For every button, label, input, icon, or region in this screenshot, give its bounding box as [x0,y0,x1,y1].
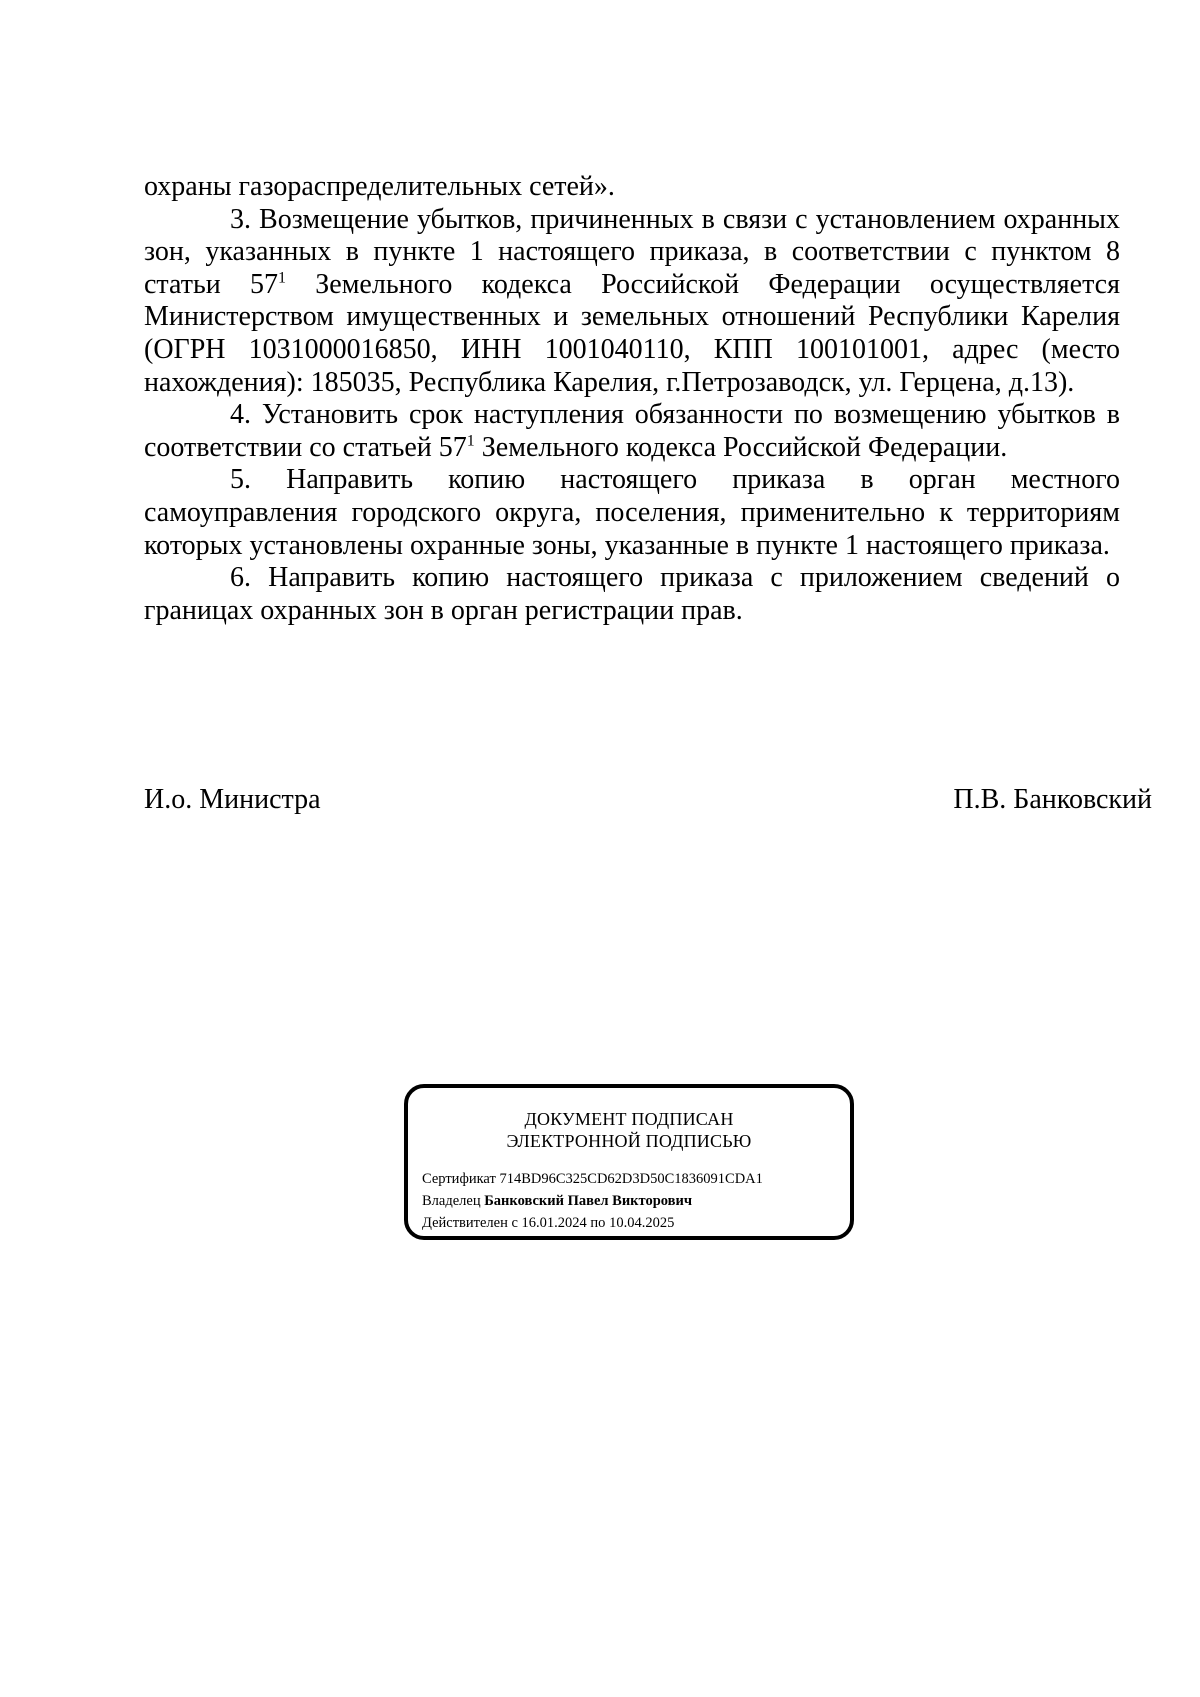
stamp-details [422,1168,763,1234]
stamp-certificate-line [422,1168,763,1190]
stamp-valid-to: 10.04.2025 [609,1215,675,1231]
paragraph-3-text-b: Земельного кодекса Российской Федерации осуществляется Министерством имущественных и земельных отношений Республики Карелия (ОГРН 1031000016850, ИНН 1001040110, КПП 100101001, адрес (место нахождения): 185035, Республика Карелия, г.Петрозаводск, ул. Герцена, д.13). [144,268,1120,398]
paragraph-5 [144,464,1120,562]
stamp-validity-line [422,1212,763,1234]
stamp-valid-from: 16.01.2024 [521,1215,587,1231]
stamp-heading-line-2: ЭЛЕКТРОННОЙ ПОДПИСЬЮ [506,1131,752,1151]
stamp-valid-from-label: с [511,1215,518,1231]
stamp-owner-line [422,1190,763,1212]
paragraph-6 [144,562,1120,627]
stamp-owner-value: Банковский Павел Викторович [484,1193,693,1209]
stamp-certificate-label: Сертификат [422,1171,496,1187]
stamp-valid-label: Действителен [422,1215,508,1231]
electronic-signature-stamp [404,1084,854,1240]
paragraph-6-text: 6. Направить копию настоящего приказа с приложением сведений о границах охранных зон в орган регистрации прав. [144,562,1120,626]
paragraph-4-text-a: 4. Установить срок наступления обязанности по возмещению убытков в соответствии со статьей 57 [144,399,1120,463]
stamp-valid-to-label: по [590,1215,606,1231]
stamp-certificate-value: 714BD96C325CD62D3D50C1836091CDA1 [499,1171,763,1187]
paragraph-5-text: 5. Направить копию настоящего приказа в орган местного самоуправления городского округа, поселения, применительно к территориям которых установлены охранные зоны, указанные в пункте 1 настоящего приказа. [144,464,1120,561]
paragraph-continuation-text: охраны газораспределительных сетей». [144,171,615,202]
document-body [144,171,1120,627]
stamp-owner-label: Владелец [422,1193,481,1209]
paragraph-4-superscript: 1 [466,432,475,450]
paragraph-continuation [144,171,1120,204]
signatory-name: П.В. Банковский [953,784,1152,815]
stamp-heading-line-1: ДОКУМЕНТ ПОДПИСАН [524,1109,734,1129]
signatory-position: И.о. Министра [144,784,321,815]
stamp-heading [408,1108,850,1152]
paragraph-3 [144,204,1120,400]
paragraph-3-text-a: 3. Возмещение убытков, причиненных в связи с установлением охранных зон, указанных в пункте 1 настоящего приказа, в соответствии с пунктом 8 статьи 57 [144,203,1120,300]
paragraph-3-superscript: 1 [277,269,286,287]
paragraph-4 [144,399,1120,464]
paragraph-4-text-b: Земельного кодекса Российской Федерации. [474,431,1008,463]
